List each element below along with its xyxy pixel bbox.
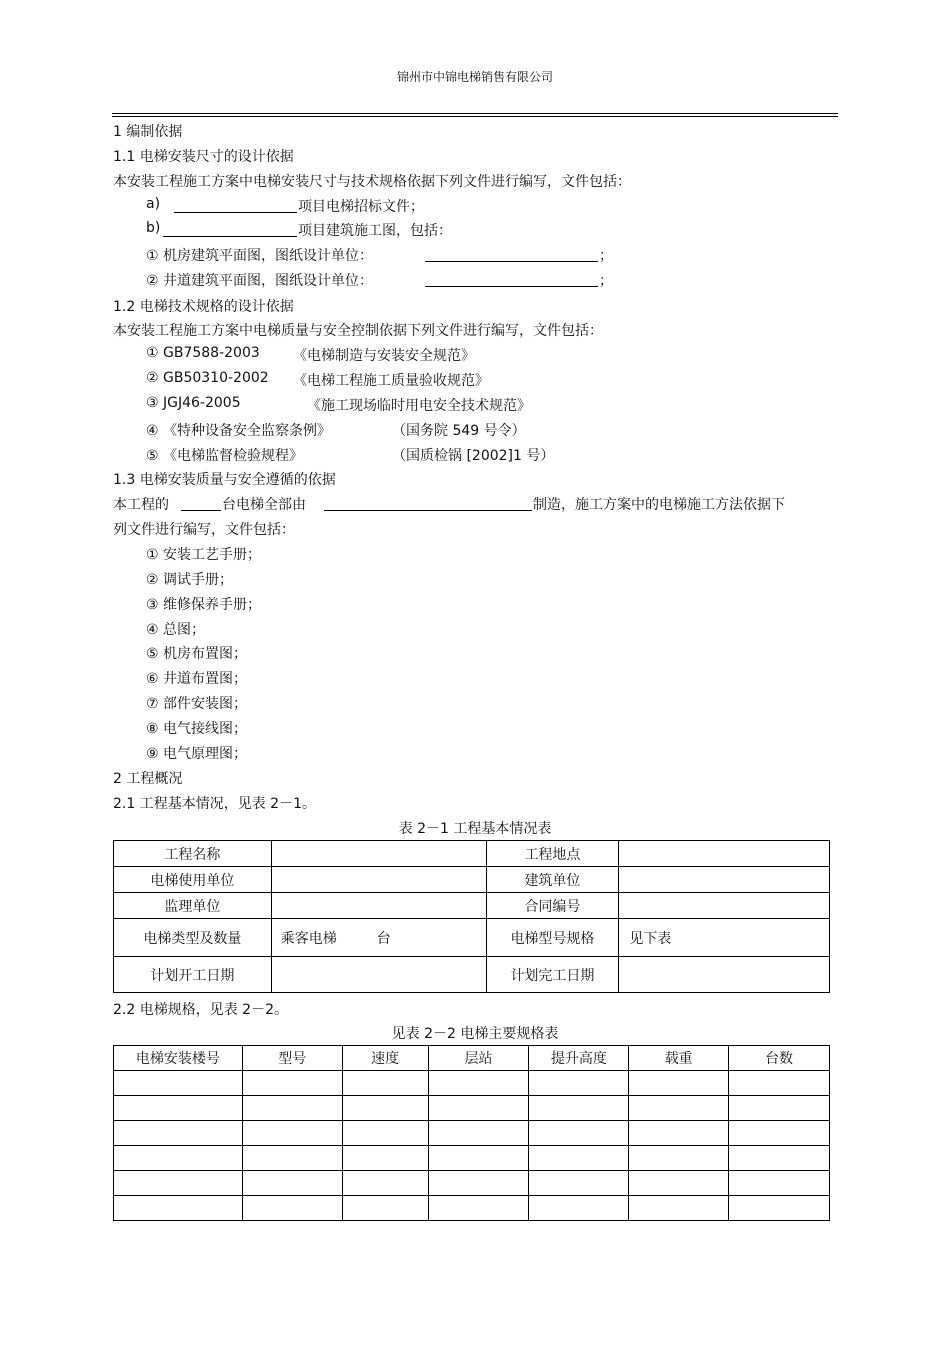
table-cell xyxy=(529,1071,629,1096)
table-cell xyxy=(242,1071,342,1096)
table-cell xyxy=(242,1196,342,1221)
section-1-2-intro: 本安装工程施工方案中电梯质量与安全控制依据下列文件进行编写，文件包括： xyxy=(113,323,603,339)
section-1-3-p1: 本工程的 xyxy=(113,497,169,513)
standard-4-issuer: （国务院 549 号令） xyxy=(392,423,526,439)
label-elevator-model: 电梯型号规格 xyxy=(486,919,619,957)
value-construction-unit xyxy=(619,867,830,893)
table-cell xyxy=(342,1146,428,1171)
doc-item: ② 调试手册； xyxy=(146,572,234,588)
standard-5-issuer: （国质检锅 [2002]1 号） xyxy=(392,448,555,464)
doc-item: ① 安装工艺手册； xyxy=(146,547,262,563)
item-c1-text: ① 机房建筑平面图，图纸设计单位： xyxy=(146,248,374,264)
standard-5-title: ⑤ 《电梯监督检验规程》 xyxy=(146,448,304,464)
label-project-location: 工程地点 xyxy=(486,841,619,867)
table-cell xyxy=(629,1146,729,1171)
label-planned-start: 计划开工日期 xyxy=(114,957,272,993)
section-2-title: 2 工程概况 xyxy=(113,771,183,787)
label-supervision-unit: 监理单位 xyxy=(114,893,272,919)
doc-item: ⑨ 电气原理图； xyxy=(146,746,248,762)
label-construction-unit: 建筑单位 xyxy=(486,867,619,893)
standard-4-title: ④ 《特种设备安全监察条例》 xyxy=(146,423,332,439)
elevator-count-blank xyxy=(181,496,221,511)
table-cell xyxy=(342,1096,428,1121)
table-cell xyxy=(529,1171,629,1196)
table-2-2-caption: 见表 2－2 电梯主要规格表 xyxy=(391,1026,559,1042)
item-c2-blank xyxy=(425,272,598,287)
section-1-title: 1 编制依据 xyxy=(113,124,183,140)
page-header-company: 锦州市中锦电梯销售有限公司 xyxy=(396,70,553,84)
table-cell xyxy=(729,1096,830,1121)
item-c1-blank xyxy=(425,247,598,262)
table-cell xyxy=(342,1196,428,1221)
section-1-2-title: 1.2 电梯技术规格的设计依据 xyxy=(113,299,294,315)
table-cell xyxy=(729,1121,830,1146)
header-rule-thick xyxy=(112,113,838,114)
table-cell xyxy=(428,1071,529,1096)
table-header-row xyxy=(114,1046,830,1071)
value-project-name xyxy=(271,841,486,867)
section-1-3-title: 1.3 电梯安装质量与安全遵循的依据 xyxy=(113,472,336,488)
table-cell xyxy=(529,1196,629,1221)
table-cell xyxy=(114,1096,243,1121)
item-b-text: 项目建筑施工图，包括： xyxy=(298,223,452,239)
header-load: 载重 xyxy=(629,1046,729,1071)
table-cell xyxy=(114,1121,243,1146)
table-cell xyxy=(428,1146,529,1171)
table-cell xyxy=(242,1096,342,1121)
table-cell xyxy=(729,1171,830,1196)
table-row xyxy=(114,1121,830,1146)
table-cell xyxy=(529,1096,629,1121)
doc-item: ⑥ 井道布置图； xyxy=(146,671,248,687)
item-a-label: a) xyxy=(146,196,161,212)
table-cell xyxy=(629,1196,729,1221)
table-cell xyxy=(529,1121,629,1146)
table-cell xyxy=(529,1146,629,1171)
section-1-3-p4: 列文件进行编写，文件包括： xyxy=(113,522,295,538)
table-cell xyxy=(729,1146,830,1171)
table-cell xyxy=(342,1121,428,1146)
table-row xyxy=(114,919,830,957)
doc-item: ⑦ 部件安装图； xyxy=(146,696,248,712)
table-cell xyxy=(242,1121,342,1146)
item-c2-text: ② 井道建筑平面图，图纸设计单位： xyxy=(146,273,374,289)
doc-item: ③ 维修保养手册； xyxy=(146,597,262,613)
value-elevator-type-qty: 乘客电梯 台 xyxy=(271,919,486,957)
header-floors-stops: 层站 xyxy=(428,1046,529,1071)
table-cell xyxy=(428,1196,529,1221)
value-elevator-model: 见下表 xyxy=(619,919,830,957)
label-elevator-type-qty: 电梯类型及数量 xyxy=(114,919,272,957)
header-rule-thin xyxy=(112,116,838,117)
section-1-3-p2: 台电梯全部由 xyxy=(222,497,306,513)
table-cell xyxy=(729,1071,830,1096)
section-2-1-title: 2.1 工程基本情况，见表 2－1。 xyxy=(113,796,316,812)
label-project-name: 工程名称 xyxy=(114,841,272,867)
table-row xyxy=(114,1071,830,1096)
item-c1-semicolon: ； xyxy=(599,248,613,264)
table-row xyxy=(114,957,830,993)
table-row xyxy=(114,1096,830,1121)
label-user-unit: 电梯使用单位 xyxy=(114,867,272,893)
section-1-1-intro: 本安装工程施工方案中电梯安装尺寸与技术规格依据下列文件进行编写，文件包括： xyxy=(113,174,631,190)
header-travel-height: 提升高度 xyxy=(529,1046,629,1071)
doc-item: ⑤ 机房布置图； xyxy=(146,646,248,662)
item-b-blank xyxy=(163,222,297,237)
table-row xyxy=(114,1171,830,1196)
value-project-location xyxy=(619,841,830,867)
table-cell xyxy=(729,1196,830,1221)
table-row xyxy=(114,841,830,867)
value-planned-start xyxy=(271,957,486,993)
table-cell xyxy=(242,1146,342,1171)
standard-2-title: 《电梯工程施工质量验收规范》 xyxy=(293,373,489,389)
table-cell xyxy=(428,1096,529,1121)
table-cell xyxy=(114,1171,243,1196)
item-a-text: 项目电梯招标文件； xyxy=(298,199,424,215)
table-row xyxy=(114,867,830,893)
standard-2-code: ② GB50310-2002 xyxy=(146,370,269,386)
section-1-1-title: 1.1 电梯安装尺寸的设计依据 xyxy=(113,149,294,165)
label-planned-finish: 计划完工日期 xyxy=(486,957,619,993)
table-cell xyxy=(629,1121,729,1146)
table-cell xyxy=(428,1121,529,1146)
item-b-label: b) xyxy=(146,220,161,236)
doc-item: ⑧ 电气接线图； xyxy=(146,721,248,737)
value-contract-number xyxy=(619,893,830,919)
standard-3-code: ③ JGJ46-2005 xyxy=(146,395,241,411)
item-a-blank xyxy=(174,198,297,213)
section-2-2-title: 2.2 电梯规格，见表 2－2。 xyxy=(113,1002,288,1018)
value-user-unit xyxy=(271,867,486,893)
table-row xyxy=(114,893,830,919)
doc-item: ④ 总图； xyxy=(146,622,206,638)
header-model: 型号 xyxy=(242,1046,342,1071)
table-cell xyxy=(114,1146,243,1171)
item-c2-semicolon: ； xyxy=(599,273,613,289)
section-1-3-p3: 制造，施工方案中的电梯施工方法依据下 xyxy=(533,497,785,513)
table-row xyxy=(114,1146,830,1171)
table-cell xyxy=(342,1171,428,1196)
elevator-spec-table xyxy=(113,1045,830,1221)
header-quantity: 台数 xyxy=(729,1046,830,1071)
label-contract-number: 合同编号 xyxy=(486,893,619,919)
header-building-no: 电梯安装楼号 xyxy=(114,1046,243,1071)
value-planned-finish xyxy=(619,957,830,993)
standard-1-code: ① GB7588-2003 xyxy=(146,345,260,361)
project-info-table xyxy=(113,840,830,993)
standard-3-title: 《施工现场临时用电安全技术规范》 xyxy=(307,398,531,414)
table-2-1-caption: 表 2－1 工程基本情况表 xyxy=(398,821,552,837)
value-supervision-unit xyxy=(271,893,486,919)
table-cell xyxy=(629,1171,729,1196)
header-speed: 速度 xyxy=(342,1046,428,1071)
table-row xyxy=(114,1196,830,1221)
table-cell xyxy=(114,1196,243,1221)
standard-1-title: 《电梯制造与安装安全规范》 xyxy=(293,348,475,364)
table-cell xyxy=(629,1096,729,1121)
table-cell xyxy=(342,1071,428,1096)
table-cell xyxy=(629,1071,729,1096)
manufacturer-blank xyxy=(324,496,532,511)
table-cell xyxy=(242,1171,342,1196)
table-cell xyxy=(428,1171,529,1196)
table-cell xyxy=(114,1071,243,1096)
